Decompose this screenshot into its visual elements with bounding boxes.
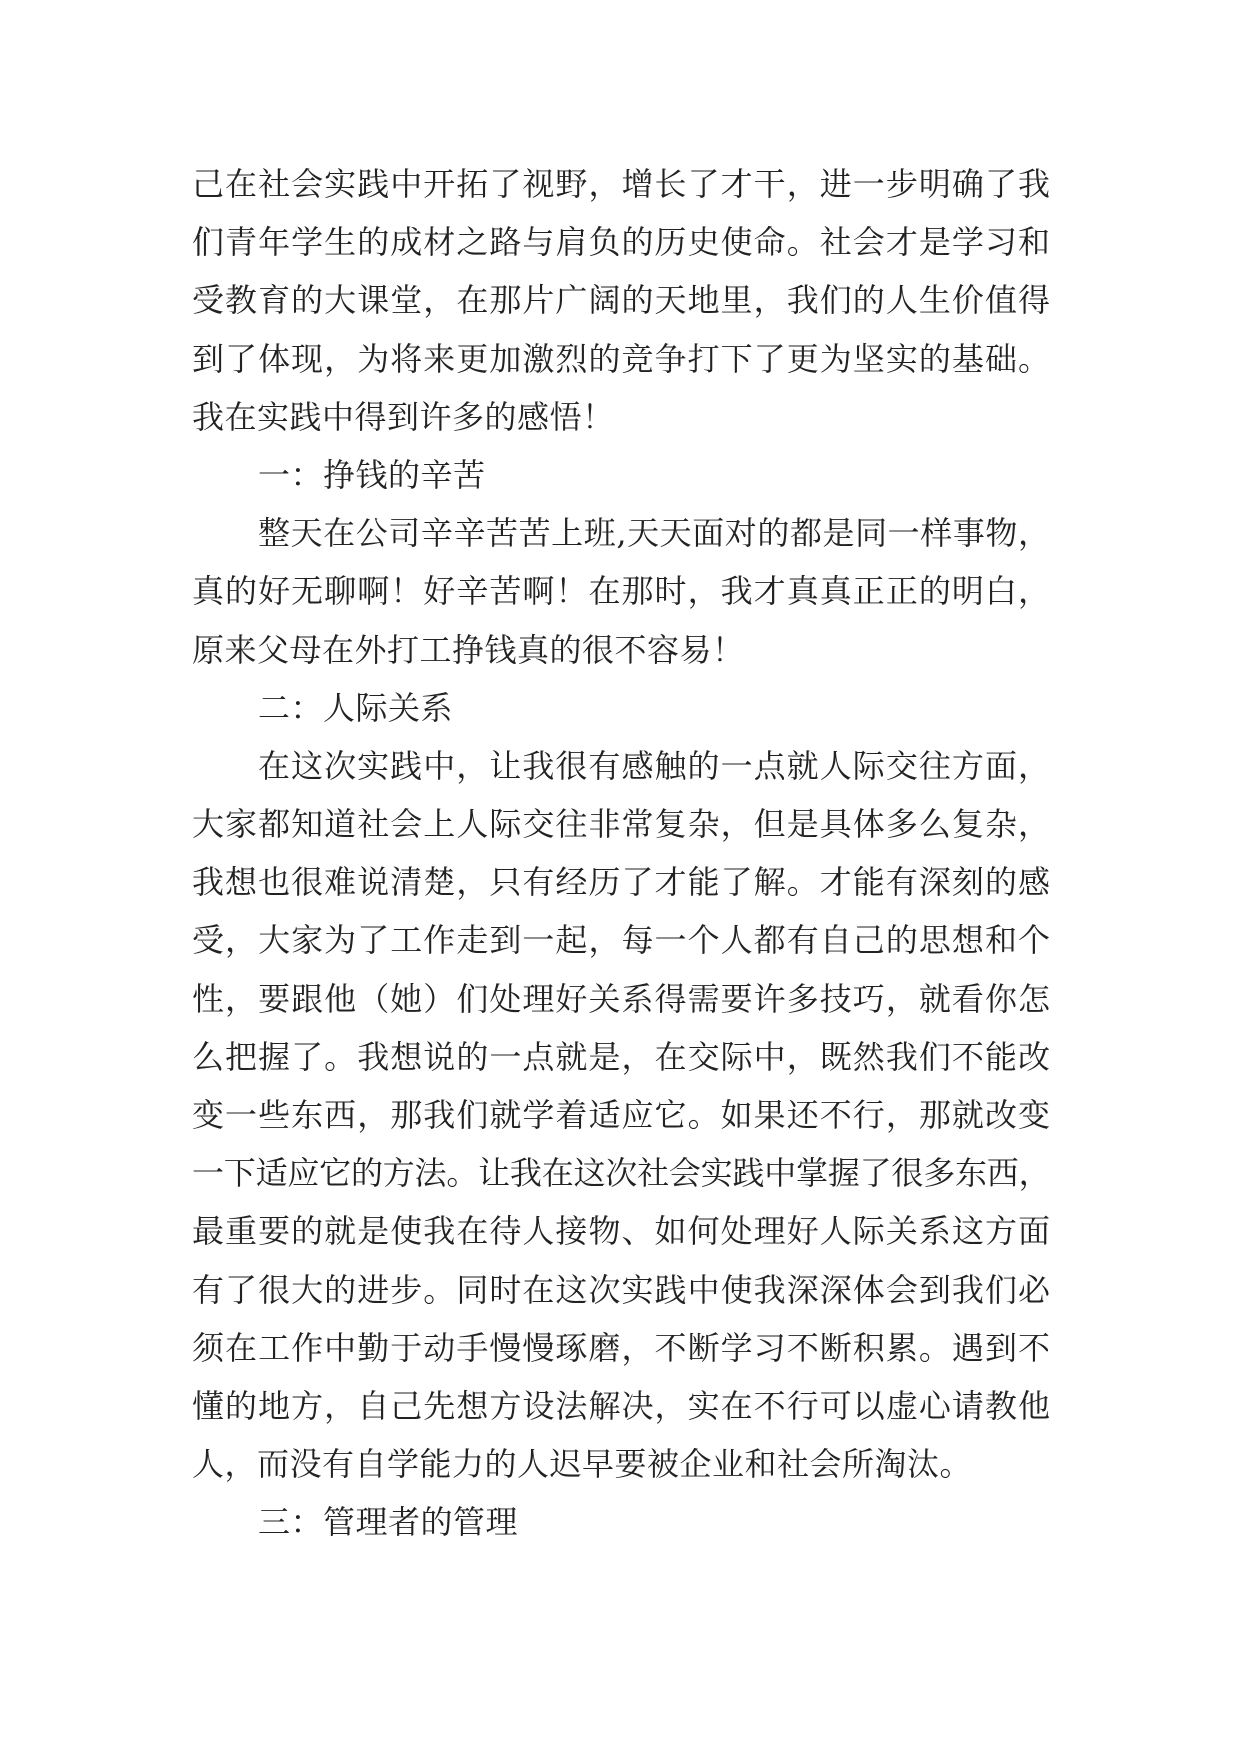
paragraph-line: 到了体现，为将来更加激烈的竞争打下了更为坚实的基础。	[192, 339, 1050, 378]
paragraph-line: 在这次实践中，让我很有感触的一点就人际交往方面，	[258, 746, 1050, 785]
paragraph-line: 最重要的就是使我在待人接物、如何处理好人际关系这方面	[192, 1212, 1050, 1251]
paragraph-line: 我想也很难说清楚，只有经历了才能了解。才能有深刻的感	[192, 863, 1050, 902]
paragraph-line: 变一些东西，那我们就学着适应它。如果还不行，那就改变	[192, 1096, 1050, 1134]
section-heading: 三：管理者的管理	[258, 1503, 519, 1542]
paragraph-line: 懂的地方，自己先想方设法解决，实在不行可以虚心请教他	[192, 1386, 1050, 1425]
paragraph-line: 真的好无聊啊！好辛苦啊！在那时，我才真真正正的明白，	[192, 572, 1050, 611]
paragraph-line: 一下适应它的方法。让我在这次社会实践中掌握了很多东西，	[192, 1154, 1050, 1193]
document-body	[192, 155, 1050, 1552]
section-heading-1	[192, 446, 1050, 504]
paragraph-line: 性，要跟他（她）们处理好关系得需要许多技巧，就看你怎	[192, 979, 1050, 1018]
section-heading: 一：挣钱的辛苦	[258, 455, 486, 494]
paragraph-continued	[192, 155, 1050, 446]
paragraph-line: 受教育的大课堂，在那片广阔的天地里，我们的人生价值得	[192, 281, 1050, 320]
paragraph-line: 有了很大的进步。同时在这次实践中使我深深体会到我们必	[192, 1270, 1050, 1309]
paragraph-line: 人，而没有自学能力的人迟早要被企业和社会所淘汰。	[192, 1445, 973, 1484]
paragraph-line: 么把握了。我想说的一点就是，在交际中，既然我们不能改	[192, 1037, 1050, 1076]
paragraph	[192, 737, 1050, 1493]
section-heading-3	[192, 1493, 1050, 1551]
paragraph-line: 们青年学生的成材之路与肩负的历史使命。社会才是学习和	[192, 223, 1050, 262]
paragraph	[192, 504, 1050, 679]
section-heading: 二：人际关系	[258, 688, 454, 727]
paragraph-line: 原来父母在外打工挣钱真的很不容易！	[192, 630, 745, 669]
paragraph-line: 受，大家为了工作走到一起，每一个人都有自己的思想和个	[192, 921, 1050, 960]
paragraph-line: 我在实践中得到许多的感悟！	[192, 397, 615, 436]
paragraph-line: 须在工作中勤于动手慢慢琢磨，不断学习不断积累。遇到不	[192, 1328, 1050, 1367]
paragraph-line: 大家都知道社会上人际交往非常复杂，但是具体多么复杂，	[192, 805, 1050, 844]
section-heading-2	[192, 679, 1050, 737]
paragraph-line: 己在社会实践中开拓了视野，增长了才干，进一步明确了我	[192, 165, 1050, 203]
paragraph-line: 整天在公司辛辛苦苦上班,天天面对的都是同一样事物，	[258, 514, 1050, 553]
